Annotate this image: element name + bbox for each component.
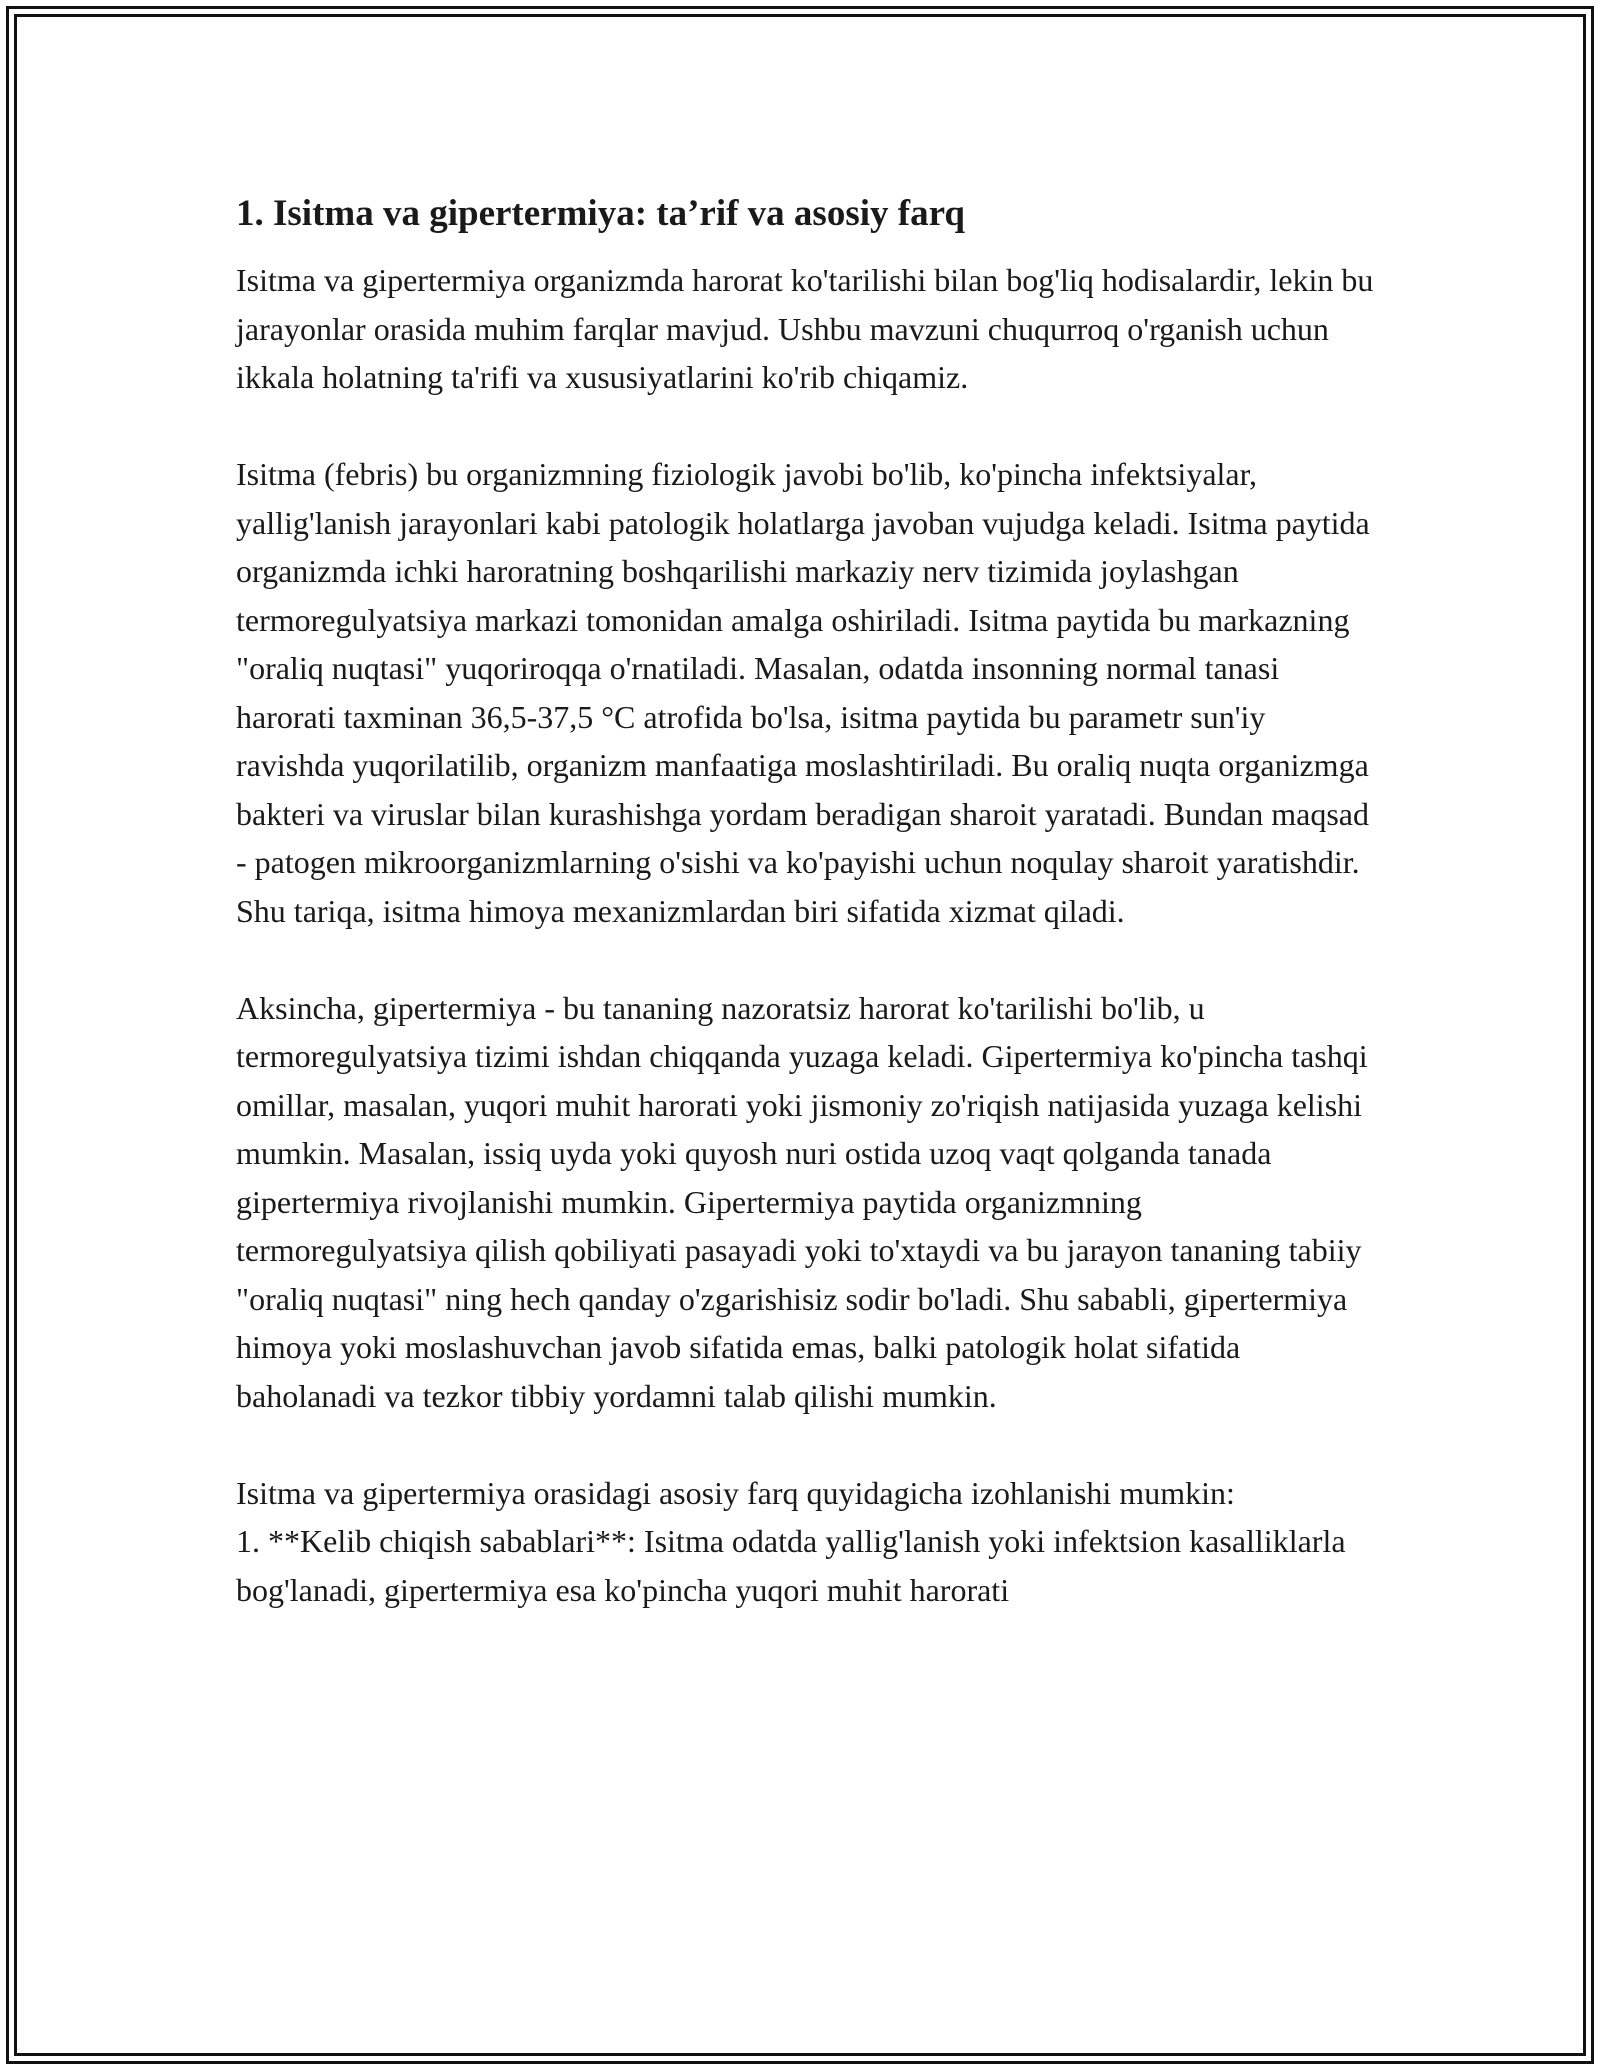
differences-intro: Isitma va gipertermiya orasidagi asosiy farq quyidagicha izohlanishi mumkin: [236, 1474, 1235, 1511]
document-title: 1. Isitma va gipertermiya: ta’rif va asosiy farq [236, 193, 965, 234]
paragraph-fever: Isitma (febris) bu organizmning fiziologik javobi bo'lib, ko'pincha infektsiyalar, yallig'lanish jarayonlari kabi patologik holatlarga javoban vujudga keladi. Isitma paytida organizmda ichki haroratning boshqarilishi markaziy nerv tizimida joylashgan termoregulyatsiya markazi tomonidan amalga oshiriladi. Isitma paytida bu markazning "oraliq nuqtasi" yuqoriroqqa o'rnatiladi. Masalan, odatda insonning normal tanasi harorati taxminan 36,5-37,5 °C atrofida bo'lsa, isitma paytida bu parametr sun'iy ravishda yuqorilatilib, organizm manfaatiga moslashtiriladi. Bu oraliq nuqta organizmga bakteri va viruslar bilan kurashishga yordam beradigan sharoit yaratadi. Bundan maqsad - patogen mikroorganizmlarning o'sishi va ko'payishi uchun noqulay sharoit yaratishdir. Shu tariqa, isitma himoya mexanizmlardan biri sifatida xizmat qiladi. [236, 456, 1370, 929]
document-body [236, 188, 1376, 1614]
list-item: 1. **Kelib chiqish sabablari**: Isitma odatda yallig'lanish yoki infektsion kasalliklarla bog'lanadi, gipertermiya esa ko'pincha yuqori muhit harorati [236, 1523, 1346, 1608]
paragraph-intro: Isitma va gipertermiya organizmda harorat ko'tarilishi bilan bog'liq hodisalardir, lekin bu jarayonlar orasida muhim farqlar mavjud. Ushbu mavzuni chuqurroq o'rganish uchun ikkala holatning ta'rifi va xususiyatlarini ko'rib chiqamiz. [236, 262, 1374, 395]
paragraph-hyperthermia: Aksincha, gipertermiya - bu tananing nazoratsiz harorat ko'tarilishi bo'lib, u termoregulyatsiya tizimi ishdan chiqqanda yuzaga keladi. Gipertermiya ko'pincha tashqi omillar, masalan, yuqori muhit harorati yoki jismoniy zo'riqish natijasida yuzaga kelishi mumkin. Masalan, issiq uyda yoki quyosh nuri ostida uzoq vaqt qolganda tanada gipertermiya rivojlanishi mumkin. Gipertermiya paytida organizmning termoregulyatsiya qilish qobiliyati pasayadi yoki to'xtaydi va bu jarayon tananing tabiiy "oraliq nuqtasi" ning hech qanday o'zgarishisiz sodir bo'ladi. Shu sababli, gipertermiya himoya yoki moslashuvchan javob sifatida emas, balki patologik holat sifatida baholanadi va tezkor tibbiy yordamni talab qilishi mumkin. [236, 989, 1368, 1414]
